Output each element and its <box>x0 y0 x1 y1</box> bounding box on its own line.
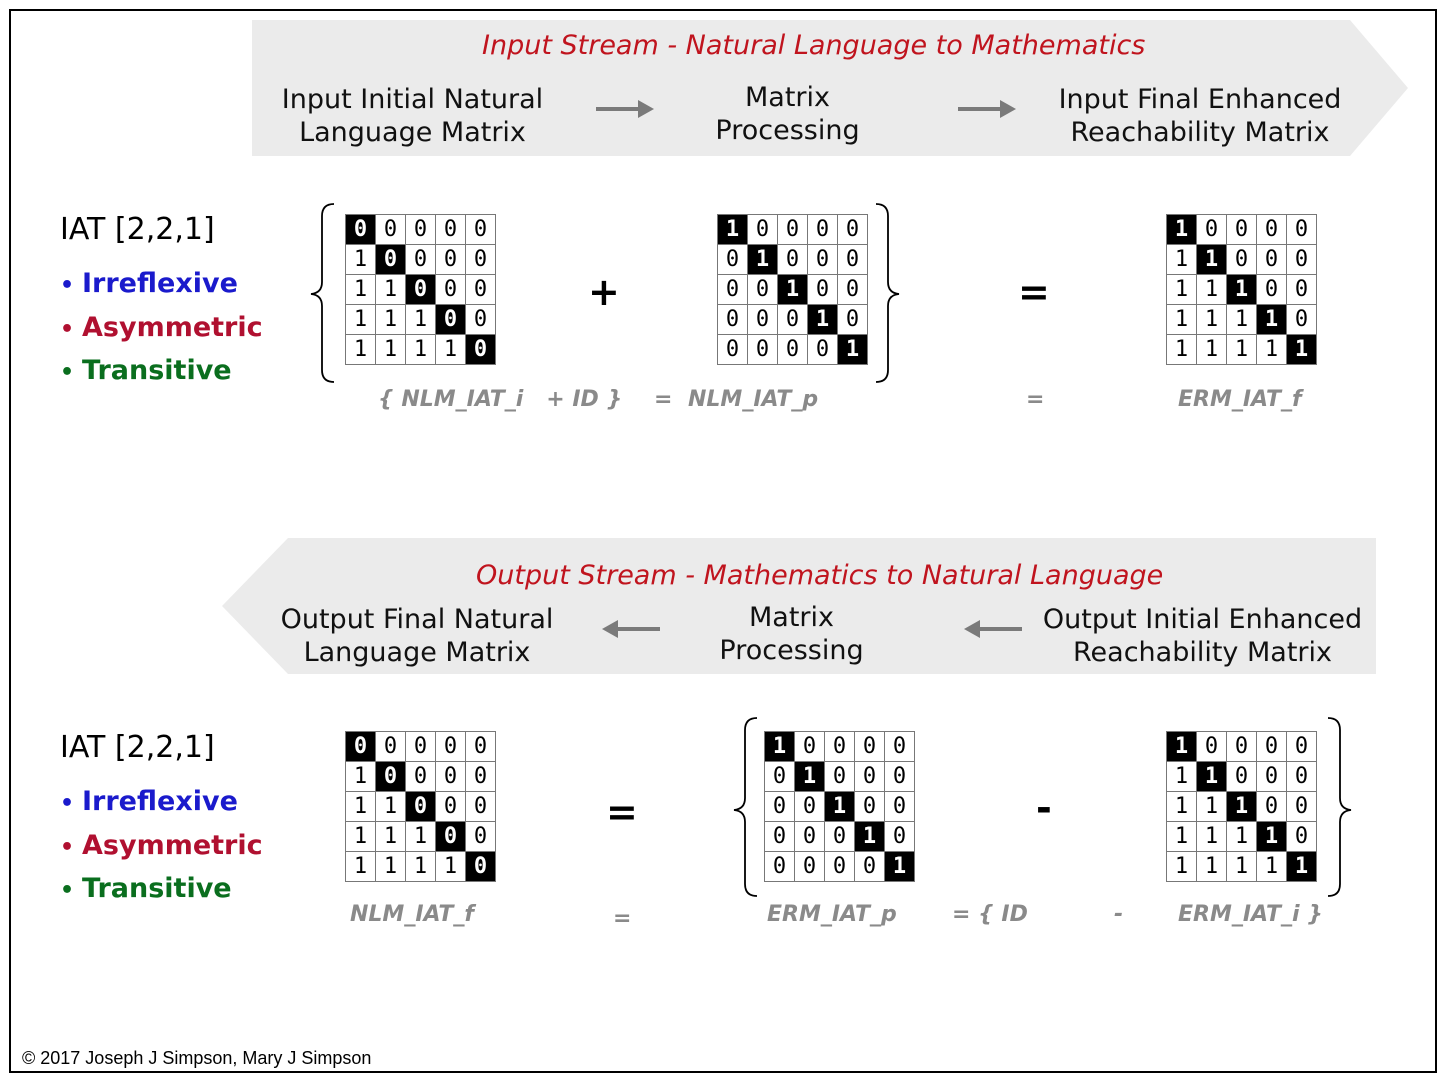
output-stage-initial-label: Output Initial Enhanced Reachability Matrix <box>1042 604 1363 668</box>
matrix-cell: 1 <box>1257 305 1287 335</box>
matrix-cell: 0 <box>406 275 436 305</box>
formula-top-nlm-p: NLM_IAT_p <box>688 387 819 412</box>
matrix-cell: 0 <box>1287 245 1317 275</box>
matrix-cell: 1 <box>1197 335 1227 365</box>
matrix-cell: 1 <box>718 215 748 245</box>
matrix-cell: 0 <box>838 275 868 305</box>
matrix-cell: 0 <box>778 335 808 365</box>
equals-operator-bottom: = <box>606 790 638 834</box>
matrix-cell: 0 <box>1257 215 1287 245</box>
matrix-cell: 0 <box>885 792 915 822</box>
matrix-cell: 1 <box>406 822 436 852</box>
matrix-cell: 1 <box>748 245 778 275</box>
matrix-cell: 0 <box>436 215 466 245</box>
matrix-cell: 0 <box>765 822 795 852</box>
matrix-cell: 1 <box>406 305 436 335</box>
matrix-cell: 1 <box>346 245 376 275</box>
matrix-cell: 0 <box>778 245 808 275</box>
matrix-cell: 1 <box>1167 245 1197 275</box>
matrix-cell: 0 <box>466 762 496 792</box>
copyright-notice: © 2017 Joseph J Simpson, Mary J Simpson <box>22 1048 372 1068</box>
matrix-cell: 0 <box>1227 732 1257 762</box>
matrix-cell: 0 <box>838 245 868 275</box>
brace-right-icon <box>1328 718 1351 896</box>
matrix-cell: 1 <box>1257 852 1287 882</box>
plus-operator: + <box>588 270 620 314</box>
matrix-cell: 1 <box>406 852 436 882</box>
matrix-cell: 0 <box>466 852 496 882</box>
formula-bottom-erm-i: ERM_IAT_i } <box>1178 902 1323 927</box>
matrix-cell: 1 <box>376 822 406 852</box>
matrix-cell: 0 <box>436 822 466 852</box>
matrix-cell: 0 <box>1257 245 1287 275</box>
matrix-cell: 1 <box>1227 275 1257 305</box>
matrix-cell: 0 <box>1287 822 1317 852</box>
input-stream-title: Input Stream - Natural Language to Mathematics <box>482 30 1146 61</box>
matrix-cell: 1 <box>1167 792 1197 822</box>
matrix-cell: 0 <box>1257 275 1287 305</box>
matrix-cell: 0 <box>748 275 778 305</box>
matrix-cell: 1 <box>436 335 466 365</box>
matrix-cell: 1 <box>1197 762 1227 792</box>
matrix-cell: 0 <box>1257 762 1287 792</box>
matrix-cell: 0 <box>765 852 795 882</box>
matrix-cell: 0 <box>466 245 496 275</box>
matrix-cell: 0 <box>1227 762 1257 792</box>
matrix-cell: 1 <box>1287 852 1317 882</box>
matrix-cell: 0 <box>1257 792 1287 822</box>
matrix-cell: 0 <box>718 245 748 275</box>
matrix-cell: 0 <box>466 275 496 305</box>
matrix-cell: 1 <box>1197 822 1227 852</box>
brace-left-icon <box>734 718 757 896</box>
bullet-icon: • <box>60 360 75 385</box>
matrix-cell: 0 <box>808 215 838 245</box>
matrix-cell: 1 <box>346 305 376 335</box>
matrix-cell: 0 <box>765 762 795 792</box>
matrix-cell: 0 <box>825 852 855 882</box>
formula-top-sum: { NLM_IAT_i + ID } <box>378 387 623 412</box>
matrix-cell: 0 <box>855 792 885 822</box>
matrix-cell: 0 <box>406 762 436 792</box>
matrix-cell: 1 <box>1167 852 1197 882</box>
brace-left-icon <box>311 204 334 382</box>
matrix-cell: 1 <box>1197 305 1227 335</box>
matrix-cell: 1 <box>1167 215 1197 245</box>
matrix-cell: 1 <box>1287 335 1317 365</box>
matrix-cell: 0 <box>466 305 496 335</box>
matrix-cell: 0 <box>838 215 868 245</box>
formula-top-erm-f: ERM_IAT_f <box>1178 387 1302 412</box>
matrix-cell: 1 <box>346 762 376 792</box>
formula-bottom-erm-p: ERM_IAT_p <box>767 902 897 927</box>
matrix-cell: 1 <box>1167 275 1197 305</box>
matrix-cell: 1 <box>436 852 466 882</box>
matrix-cell: 0 <box>436 732 466 762</box>
matrix-cell: 0 <box>825 822 855 852</box>
matrix-cell: 0 <box>1197 215 1227 245</box>
formula-bottom-id: = { ID <box>952 902 1028 927</box>
matrix-cell: 1 <box>1257 822 1287 852</box>
matrix-cell: 0 <box>825 732 855 762</box>
property-label: Irreflexive <box>82 268 238 299</box>
matrix-cell: 0 <box>1287 305 1317 335</box>
matrix-cell: 0 <box>376 762 406 792</box>
matrix-cell: 1 <box>885 852 915 882</box>
matrix-cell: 0 <box>718 305 748 335</box>
matrix-cell: 0 <box>808 275 838 305</box>
matrix-cell: 0 <box>748 215 778 245</box>
matrix-cell: 1 <box>376 305 406 335</box>
matrix-cell: 0 <box>825 762 855 792</box>
input-stage-final-label: Input Final Enhanced Reachability Matrix <box>1058 84 1342 148</box>
formula-bottom-minus: - <box>1114 902 1124 927</box>
formula-top-equals-1: = <box>654 387 673 412</box>
matrix-cell: 0 <box>1287 732 1317 762</box>
matrix-cell: 0 <box>795 822 825 852</box>
matrix-cell: 1 <box>765 732 795 762</box>
brace-right-icon <box>876 204 899 382</box>
matrix-cell: 1 <box>406 335 436 365</box>
formula-bottom-equals-1: = <box>613 906 632 931</box>
matrix-cell: 1 <box>346 335 376 365</box>
matrix-cell: 1 <box>346 275 376 305</box>
matrix-cell: 1 <box>778 275 808 305</box>
matrix-cell: 0 <box>436 305 466 335</box>
matrix-cell: 0 <box>466 732 496 762</box>
minus-operator: - <box>1036 786 1052 830</box>
matrix-cell: 1 <box>346 852 376 882</box>
matrix-cell: 0 <box>1287 792 1317 822</box>
matrix-cell: 0 <box>838 305 868 335</box>
bullet-icon: • <box>60 791 75 816</box>
matrix-cell: 0 <box>376 732 406 762</box>
matrix-cell: 0 <box>346 732 376 762</box>
matrix-cell: 1 <box>838 335 868 365</box>
matrix-cell: 1 <box>1167 305 1197 335</box>
matrix-cell: 0 <box>436 275 466 305</box>
bullet-icon: • <box>60 835 75 860</box>
matrix-cell: 1 <box>1167 732 1197 762</box>
matrix-cell: 0 <box>466 215 496 245</box>
matrix-cell: 1 <box>376 335 406 365</box>
matrix-cell: 1 <box>795 762 825 792</box>
matrix-cell: 0 <box>1257 732 1287 762</box>
equals-operator-top: = <box>1018 270 1050 314</box>
matrix-cell: 1 <box>1227 335 1257 365</box>
matrix-cell: 0 <box>406 245 436 275</box>
formula-top-equals-2: = <box>1026 387 1045 412</box>
property-label: Transitive <box>82 873 232 904</box>
matrix-cell: 0 <box>885 762 915 792</box>
formula-bottom-nlm-f: NLM_IAT_f <box>350 902 475 927</box>
matrix-cell: 1 <box>855 822 885 852</box>
matrix-cell: 1 <box>1257 335 1287 365</box>
matrix-cell: 0 <box>376 245 406 275</box>
matrix-cell: 1 <box>808 305 838 335</box>
matrix-cell: 0 <box>1287 275 1317 305</box>
matrix-cell: 1 <box>346 792 376 822</box>
matrix-cell: 0 <box>1227 245 1257 275</box>
output-stage-final-label: Output Final Natural Language Matrix <box>280 604 554 668</box>
matrix-cell: 0 <box>748 335 778 365</box>
matrix-cell: 1 <box>376 275 406 305</box>
matrix-cell: 1 <box>1227 852 1257 882</box>
matrix-cell: 0 <box>1287 762 1317 792</box>
matrix-cell: 0 <box>808 245 838 275</box>
matrix-cell: 0 <box>406 215 436 245</box>
output-stage-processing-label: Matrix Processing <box>719 602 864 666</box>
property-label: Irreflexive <box>82 786 238 817</box>
matrix-cell: 0 <box>855 732 885 762</box>
matrix-cell: 1 <box>376 852 406 882</box>
matrix-cell: 0 <box>795 792 825 822</box>
matrix-cell: 1 <box>346 822 376 852</box>
matrix-cell: 0 <box>795 852 825 882</box>
matrix-cell: 1 <box>1227 305 1257 335</box>
matrix-cell: 1 <box>1167 762 1197 792</box>
matrix-cell: 0 <box>855 852 885 882</box>
matrix-cell: 1 <box>1167 335 1197 365</box>
output-stream-title: Output Stream - Mathematics to Natural Language <box>476 560 1164 591</box>
matrix-cell: 0 <box>778 215 808 245</box>
matrix-cell: 0 <box>1227 215 1257 245</box>
matrix-cell: 0 <box>885 822 915 852</box>
matrix-cell: 1 <box>1227 822 1257 852</box>
matrix-cell: 0 <box>795 732 825 762</box>
matrix-cell: 1 <box>1197 792 1227 822</box>
matrix-cell: 1 <box>1197 245 1227 275</box>
matrix-cell: 0 <box>376 215 406 245</box>
matrix-cell: 0 <box>1197 732 1227 762</box>
matrix-cell: 0 <box>718 335 748 365</box>
matrix-cell: 0 <box>1287 215 1317 245</box>
matrix-cell: 1 <box>825 792 855 822</box>
matrix-cell: 1 <box>376 792 406 822</box>
matrix-cell: 0 <box>466 822 496 852</box>
relation-label-bottom: IAT [2,2,1] <box>60 730 215 765</box>
matrix-cell: 1 <box>1197 852 1227 882</box>
matrix-cell: 0 <box>808 335 838 365</box>
property-label: Asymmetric <box>82 312 263 343</box>
matrix-cell: 0 <box>346 215 376 245</box>
input-stage-processing-label: Matrix Processing <box>715 82 860 146</box>
matrix-cell: 0 <box>406 792 436 822</box>
matrix-cell: 1 <box>1197 275 1227 305</box>
matrix-cell: 0 <box>436 792 466 822</box>
matrix-cell: 0 <box>436 245 466 275</box>
matrix-cell: 0 <box>778 305 808 335</box>
bullet-icon: • <box>60 878 75 903</box>
property-label: Transitive <box>82 355 232 386</box>
matrix-cell: 0 <box>765 792 795 822</box>
matrix-cell: 0 <box>466 335 496 365</box>
bullet-icon: • <box>60 273 75 298</box>
matrix-cell: 0 <box>748 305 778 335</box>
matrix-cell: 0 <box>718 275 748 305</box>
matrix-cell: 0 <box>436 762 466 792</box>
input-stage-initial-label: Input Initial Natural Language Matrix <box>281 84 544 148</box>
matrix-cell: 0 <box>466 792 496 822</box>
matrix-cell: 1 <box>1167 822 1197 852</box>
matrix-cell: 0 <box>406 732 436 762</box>
matrix-cell: 0 <box>855 762 885 792</box>
matrix-cell: 1 <box>1227 792 1257 822</box>
matrix-cell: 0 <box>885 732 915 762</box>
relation-label-top: IAT [2,2,1] <box>60 212 215 247</box>
bullet-icon: • <box>60 317 75 342</box>
property-label: Asymmetric <box>82 830 263 861</box>
